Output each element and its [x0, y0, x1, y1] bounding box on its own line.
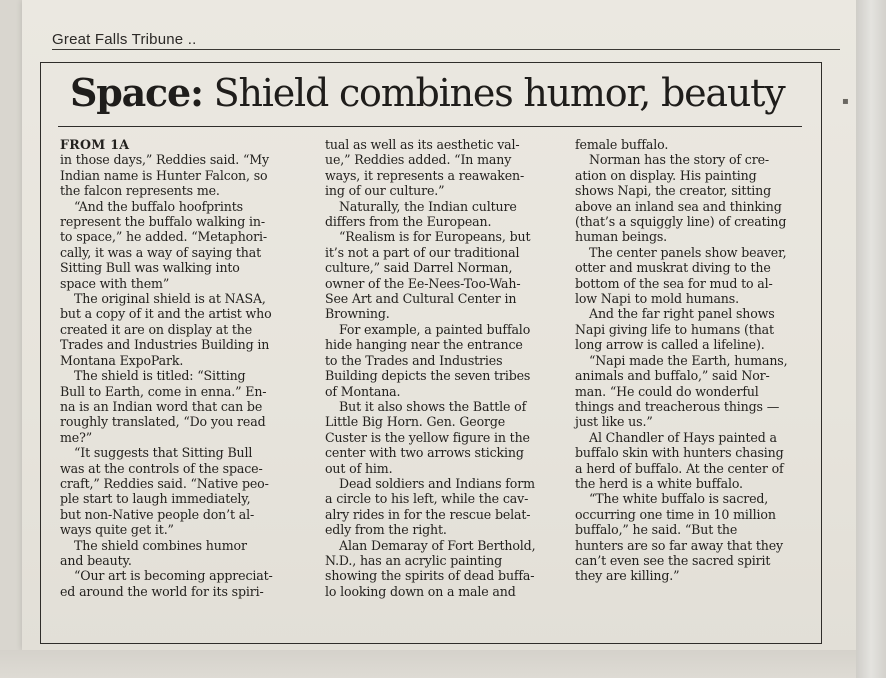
article-line: long arrow is called a lifeline).: [575, 337, 765, 353]
article-line: in those days,” Reddies said. “My: [60, 152, 269, 168]
article-line: “Napi made the Earth, humans,: [589, 352, 788, 368]
article-line: man. “He could do wonderful: [575, 383, 759, 399]
article-line: a circle to his left, while the cav-: [325, 491, 529, 507]
article-line: can’t even see the sacred spirit: [575, 552, 771, 568]
article-line: “It suggests that Sitting Bull: [74, 445, 253, 461]
article-line: above an inland sea and thinking: [575, 198, 782, 214]
article-line: hide hanging near the entrance: [325, 337, 523, 353]
article-line: the falcon represents me.: [60, 183, 220, 199]
article-column-1: [60, 137, 316, 599]
article-line: The original shield is at NASA,: [74, 291, 266, 307]
page-edge: [856, 0, 886, 678]
article-line: ways, it represents a reawaken-: [325, 167, 525, 183]
article-line: tual as well as its aesthetic val-: [325, 137, 520, 152]
article-line: the herd is a white buffalo.: [575, 475, 743, 491]
article-line: edly from the right.: [325, 522, 447, 538]
article-line: animals and buffalo,” said Nor-: [575, 368, 770, 384]
article-column-3: [575, 137, 825, 584]
dateline: FROM 1A: [60, 137, 130, 152]
article-line: N.D., has an acrylic painting: [325, 552, 503, 568]
article-line: “Realism is for Europeans, but: [339, 229, 531, 245]
article-column-2: [325, 137, 565, 599]
article-line: ation on display. His painting: [575, 167, 757, 183]
article-line: was at the controls of the space-: [60, 460, 263, 476]
article-line: me?”: [60, 429, 92, 445]
article-line: female buffalo.: [575, 137, 669, 152]
article-line: Trades and Industries Building in: [60, 337, 270, 353]
article-line: Al Chandler of Hays painted a: [589, 429, 777, 445]
article-line: cally, it was a way of saying that: [60, 244, 262, 260]
article-line: occurring one time in 10 million: [575, 506, 776, 522]
article-line: bottom of the sea for mud to al-: [575, 275, 773, 291]
page-bottom-edge: [0, 650, 856, 678]
article-line: And the far right panel shows: [589, 306, 775, 322]
article-line: Alan Demaray of Fort Berthold,: [339, 537, 536, 553]
article-line: ple start to laugh immediately,: [60, 491, 251, 507]
article-line: Norman has the story of cre-: [589, 152, 769, 168]
article-line: buffalo,” he said. “But the: [575, 522, 738, 538]
article-line: just like us.”: [575, 414, 653, 430]
article-line: roughly translated, “Do you read: [60, 414, 266, 430]
article-line: a herd of buffalo. At the center of: [575, 460, 784, 476]
headline-prefix: Space:: [70, 70, 203, 115]
article-line: Sitting Bull was walking into: [60, 260, 240, 276]
article-line: differs from the European.: [325, 214, 492, 230]
article-line: created it are on display at the: [60, 321, 253, 337]
headline-rest: Shield combines humor, beauty: [202, 71, 785, 115]
article-line: “The white buffalo is sacred,: [589, 491, 769, 507]
article-line: but non-Native people don’t al-: [60, 506, 255, 522]
article-line: to space,” he added. “Metaphori-: [60, 229, 267, 245]
article-line: Dead soldiers and Indians form: [339, 475, 535, 491]
article-line: See Art and Cultural Center in: [325, 291, 517, 307]
masthead-rule: [52, 49, 840, 50]
article-line: space with them”: [60, 275, 170, 291]
article-line: Browning.: [325, 306, 390, 322]
article-line: it’s not a part of our traditional: [325, 244, 520, 260]
article-line: Building depicts the seven tribes: [325, 368, 531, 384]
article-line: But it also shows the Battle of: [339, 398, 527, 414]
masthead: Great Falls Tribune ..: [52, 31, 197, 48]
article-line: lo looking down on a male and: [325, 583, 516, 599]
margin-mark: ▪: [842, 96, 849, 107]
article-line: The shield is titled: “Sitting: [74, 368, 246, 384]
article-line: na is an Indian word that can be: [60, 398, 263, 414]
article-line: Little Big Horn. Gen. George: [325, 414, 506, 430]
article-line: Naturally, the Indian culture: [339, 198, 517, 214]
article-line: otter and muskrat diving to the: [575, 260, 771, 276]
article-line: center with two arrows sticking: [325, 445, 524, 461]
article-line: For example, a painted buffalo: [339, 321, 531, 337]
article-line: culture,” said Darrel Norman,: [325, 260, 513, 276]
article-line: alry rides in for the rescue belat-: [325, 506, 531, 522]
article-line: ways quite get it.”: [60, 522, 174, 538]
article-line: low Napi to mold humans.: [575, 291, 739, 307]
article-line: hunters are so far away that they: [575, 537, 784, 553]
article-line: human beings.: [575, 229, 668, 245]
article-line: and beauty.: [60, 552, 132, 568]
article-line: to the Trades and Industries: [325, 352, 503, 368]
article-line: The center panels show beaver,: [589, 244, 787, 260]
article-line: (that’s a squiggly line) of creating: [575, 214, 787, 230]
article-line: but a copy of it and the artist who: [60, 306, 272, 322]
article-line: “Our art is becoming appreciat-: [74, 568, 273, 584]
article-line: ing of our culture.”: [325, 183, 445, 199]
article-line: of Montana.: [325, 383, 401, 399]
article-line: “And the buffalo hoofprints: [74, 198, 243, 214]
article-line: buffalo skin with hunters chasing: [575, 445, 784, 461]
article-line: shows Napi, the creator, sitting: [575, 183, 771, 199]
headline-rule: [58, 126, 802, 127]
article-line: things and treacherous things —: [575, 398, 780, 414]
article-line: out of him.: [325, 460, 393, 476]
article-line: ue,” Reddies added. “In many: [325, 152, 512, 168]
article-line: Montana ExpoPark.: [60, 352, 184, 368]
article-line: showing the spirits of dead buffa-: [325, 568, 535, 584]
article-line: The shield combines humor: [74, 537, 247, 553]
article-line: represent the buffalo walking in-: [60, 214, 265, 230]
article-line: Bull to Earth, come in enna.” En-: [60, 383, 267, 399]
headline: [70, 70, 785, 115]
article-line: craft,” Reddies said. “Native peo-: [60, 475, 269, 491]
article-line: ed around the world for its spiri-: [60, 583, 264, 599]
article-line: owner of the Ee-Nees-Too-Wah-: [325, 275, 521, 291]
article-line: Indian name is Hunter Falcon, so: [60, 167, 268, 183]
article-line: Custer is the yellow figure in the: [325, 429, 530, 445]
article-line: they are killing.”: [575, 568, 680, 584]
article-line: Napi giving life to humans (that: [575, 321, 774, 337]
